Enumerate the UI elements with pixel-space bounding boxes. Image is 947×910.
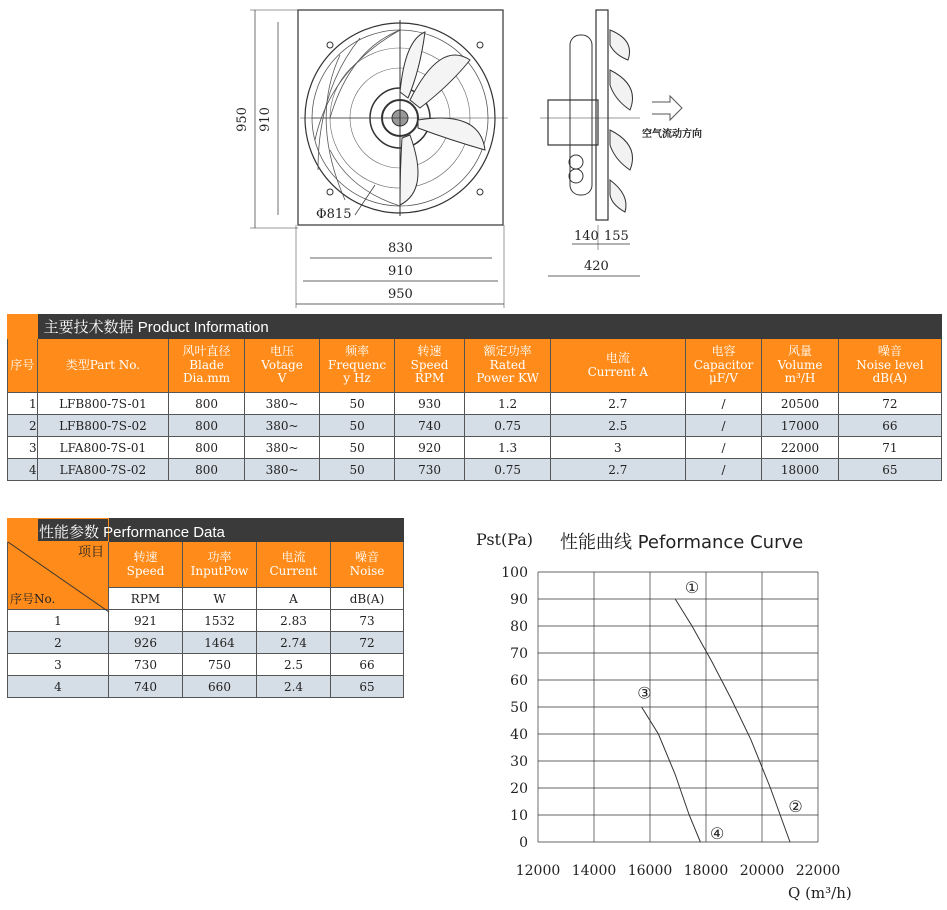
- cell-noise: 66: [838, 415, 941, 437]
- perf-cell-speed: 921: [109, 610, 183, 632]
- col-header-blade: 风叶直径 Blade Dia.mm: [169, 339, 245, 393]
- cell-voltage: 380~: [244, 415, 320, 437]
- cell-voltage: 380~: [244, 437, 320, 459]
- perf-col-speed: 转速 Speed: [109, 542, 183, 588]
- perf-cell-current: 2.83: [257, 610, 331, 632]
- cell-blade: 800: [169, 437, 245, 459]
- unit-a: A: [257, 588, 331, 610]
- series-line: [675, 599, 790, 842]
- title-swatch: [8, 315, 38, 339]
- cell-speed: 930: [394, 393, 464, 415]
- y-tick-label: 30: [510, 754, 528, 770]
- diag-header-cell: [8, 542, 109, 610]
- col-header-voltage: 电压 Votage V: [244, 339, 320, 393]
- product-table-body: [8, 393, 942, 481]
- perf-cell-no: 3: [8, 654, 109, 676]
- perf-cell-power: 750: [183, 654, 257, 676]
- performance-row: [8, 610, 404, 632]
- cell-part: LFB800-7S-02: [37, 415, 169, 437]
- cell-freq: 50: [320, 437, 395, 459]
- y-tick-label: 60: [510, 673, 528, 689]
- cell-capacitor: /: [685, 437, 762, 459]
- x-tick-label: 12000: [515, 863, 561, 879]
- chart-title: 性能曲线 Peformance Curve: [560, 532, 804, 553]
- cell-freq: 50: [320, 393, 395, 415]
- y-tick-label: 20: [510, 781, 528, 797]
- perf-cell-no: 1: [8, 610, 109, 632]
- cell-part: LFB800-7S-01: [37, 393, 169, 415]
- col-header-frequency: 频率 Frequenc y Hz: [320, 339, 395, 393]
- cell-power: 1.2: [465, 393, 551, 415]
- col-header-noise: 噪音 Noise level dB(A): [838, 339, 941, 393]
- cell-volume: 22000: [762, 437, 839, 459]
- product-row: [8, 393, 942, 415]
- cell-blade: 800: [169, 459, 245, 481]
- cell-noise: 72: [838, 393, 941, 415]
- x-tick-label: 22000: [795, 863, 841, 879]
- performance-row: [8, 676, 404, 698]
- perf-cell-noise: 73: [331, 610, 404, 632]
- col-header-no: 序号: [8, 339, 38, 393]
- unit-db: dB(A): [331, 588, 404, 610]
- cell-current: 2.7: [550, 393, 685, 415]
- dim-420: 420: [584, 259, 609, 274]
- dim-diameter: Φ815: [316, 207, 352, 222]
- performance-row: [8, 632, 404, 654]
- product-row: [8, 437, 942, 459]
- product-row: [8, 415, 942, 437]
- y-tick-label: 100: [501, 565, 528, 581]
- cell-capacitor: /: [685, 415, 762, 437]
- cell-speed: 740: [394, 415, 464, 437]
- unit-rpm: RPM: [109, 588, 183, 610]
- cell-capacitor: /: [685, 393, 762, 415]
- fan-drawing-svg: [0, 0, 947, 310]
- curve-marker: ①: [684, 578, 700, 598]
- perf-cell-noise: 72: [331, 632, 404, 654]
- dim-910-vertical: 910: [257, 107, 273, 132]
- cell-voltage: 380~: [244, 393, 320, 415]
- cell-speed: 730: [394, 459, 464, 481]
- perf-col-current: 电流 Current: [257, 542, 331, 588]
- dim-155: 155: [604, 229, 629, 244]
- x-tick-label: 18000: [683, 863, 729, 879]
- airflow-direction-label: 空气流动方向: [642, 129, 702, 140]
- curve-marker: ②: [788, 796, 803, 816]
- col-header-current: 电流 Current A: [550, 339, 685, 393]
- cell-freq: 50: [320, 415, 395, 437]
- performance-chart: [470, 520, 940, 905]
- col-header-volume: 风量 Volume m³/H: [762, 339, 839, 393]
- y-tick-label: 70: [510, 646, 528, 662]
- curve-marker: ④: [710, 823, 725, 843]
- cell-part: LFA800-7S-02: [37, 459, 169, 481]
- performance-table-title: 性能参数 Performance Data: [39, 524, 225, 541]
- x-tick-label: 20000: [739, 863, 785, 879]
- perf-cell-speed: 730: [109, 654, 183, 676]
- header-item: 项目: [77, 545, 104, 560]
- header-no: 序号No.: [10, 592, 56, 607]
- x-tick-label: 16000: [627, 863, 673, 879]
- unit-w: W: [183, 588, 257, 610]
- y-tick-label: 10: [510, 808, 528, 824]
- perf-col-noise: 噪音 Noise: [331, 542, 404, 588]
- chart-ylabel: Pst(Pa): [476, 530, 534, 549]
- dim-830: 830: [388, 241, 413, 256]
- chart-svg: [470, 520, 940, 905]
- dim-950-vertical: 950: [234, 107, 250, 132]
- curve-marker: ③: [637, 683, 652, 703]
- performance-table-body: [8, 610, 404, 698]
- cell-power: 1.3: [465, 437, 551, 459]
- perf-cell-speed: 926: [109, 632, 183, 654]
- cell-noise: 71: [838, 437, 941, 459]
- performance-data-table: [7, 518, 403, 698]
- cell-capacitor: /: [685, 459, 762, 481]
- cell-volume: 17000: [762, 415, 839, 437]
- cell-part: LFA800-7S-01: [37, 437, 169, 459]
- x-tick-label: 14000: [571, 863, 617, 879]
- cell-power: 0.75: [465, 459, 551, 481]
- col-header-part: 类型Part No.: [37, 339, 169, 393]
- chart-xlabel: Q (m³/h): [788, 884, 852, 902]
- y-tick-label: 80: [510, 619, 528, 635]
- y-tick-label: 50: [510, 700, 528, 716]
- product-table-title: 主要技术数据 Product Information: [43, 319, 269, 336]
- cell-blade: 800: [169, 393, 245, 415]
- y-tick-label: 0: [519, 835, 528, 851]
- dim-140: 140: [574, 229, 599, 244]
- product-information-table: [7, 314, 942, 481]
- col-header-power: 额定功率 Rated Power KW: [465, 339, 551, 393]
- col-header-capacitor: 电容 Capacitor μF/V: [685, 339, 762, 393]
- perf-cell-current: 2.5: [257, 654, 331, 676]
- technical-drawing: [0, 0, 947, 310]
- cell-no: 1: [8, 393, 38, 415]
- cell-speed: 920: [394, 437, 464, 459]
- cell-power: 0.75: [465, 415, 551, 437]
- cell-no: 4: [8, 459, 38, 481]
- perf-cell-power: 660: [183, 676, 257, 698]
- col-header-speed: 转速 Speed RPM: [394, 339, 464, 393]
- product-row: [8, 459, 942, 481]
- series-line: [642, 707, 701, 842]
- perf-cell-power: 1532: [183, 610, 257, 632]
- dim-910: 910: [388, 264, 413, 279]
- cell-volume: 20500: [762, 393, 839, 415]
- cell-freq: 50: [320, 459, 395, 481]
- cell-no: 3: [8, 437, 38, 459]
- perf-cell-current: 2.74: [257, 632, 331, 654]
- cell-volume: 18000: [762, 459, 839, 481]
- cell-voltage: 380~: [244, 459, 320, 481]
- perf-cell-noise: 65: [331, 676, 404, 698]
- y-tick-label: 90: [510, 592, 528, 608]
- perf-cell-no: 4: [8, 676, 109, 698]
- perf-cell-noise: 66: [331, 654, 404, 676]
- cell-current: 2.7: [550, 459, 685, 481]
- cell-current: 3: [550, 437, 685, 459]
- cell-noise: 65: [838, 459, 941, 481]
- perf-cell-speed: 740: [109, 676, 183, 698]
- perf-cell-no: 2: [8, 632, 109, 654]
- cell-blade: 800: [169, 415, 245, 437]
- dim-950: 950: [388, 287, 413, 302]
- perf-cell-current: 2.4: [257, 676, 331, 698]
- performance-row: [8, 654, 404, 676]
- y-tick-label: 40: [510, 727, 528, 743]
- perf-col-power: 功率 InputPow: [183, 542, 257, 588]
- cell-no: 2: [8, 415, 38, 437]
- cell-current: 2.5: [550, 415, 685, 437]
- perf-cell-power: 1464: [183, 632, 257, 654]
